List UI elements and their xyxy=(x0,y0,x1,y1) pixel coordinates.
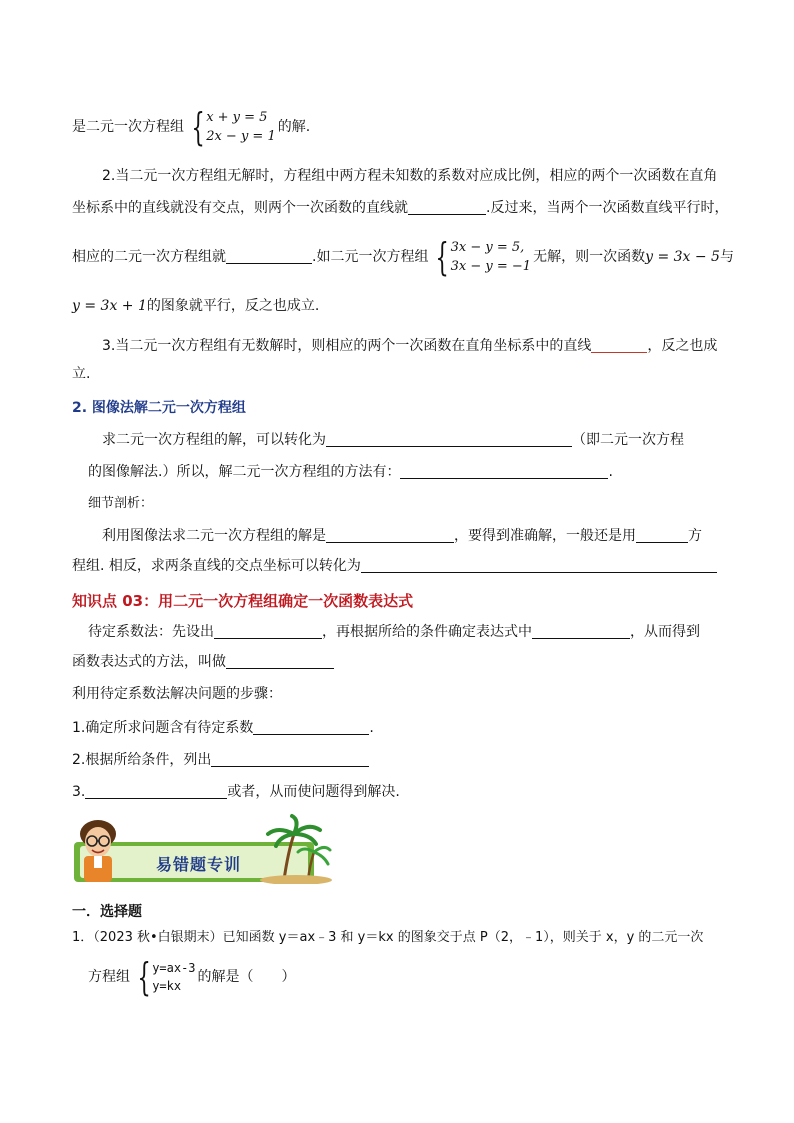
brace-icon: { xyxy=(137,955,151,999)
text: . xyxy=(369,720,374,736)
text: 的图象就平行，反之也成立. xyxy=(146,298,320,314)
text: 利用图像法求二元一次方程组的解是 xyxy=(102,528,326,544)
section-title: 2. 图像法解二元一次方程组 xyxy=(72,400,246,416)
fill-blank[interactable] xyxy=(226,247,312,264)
equation: y=kx xyxy=(152,979,182,993)
fill-blank[interactable] xyxy=(85,782,227,799)
question-1-line-1: 1．（2023 秋•白银期末）已知函数 y＝ax﹣3 和 y＝kx 的图象交于点 P（2，﹣1），则关于 x，y 的二元一次 xyxy=(72,930,704,945)
paragraph-3-line-2: 立. xyxy=(72,366,91,382)
text: 2.根据所给条件，列出 xyxy=(72,752,212,768)
detail-label: 细节剖析： xyxy=(88,496,154,511)
fill-blank[interactable] xyxy=(636,526,688,543)
kp3-step-3 xyxy=(72,782,400,802)
text: 函数表达式的方法，叫做 xyxy=(72,654,226,670)
text: 相应的二元一次方程组就 xyxy=(72,249,226,265)
kp3-line-3: 利用待定系数法解决问题的步骤： xyxy=(72,686,282,702)
section-2-line-4 xyxy=(72,556,717,576)
paragraph-2-line-4 xyxy=(72,296,319,316)
paragraph-1 xyxy=(72,105,311,149)
brace-icon: { xyxy=(191,105,205,149)
text: ，从而得到 xyxy=(630,624,700,640)
fill-blank[interactable] xyxy=(408,198,486,215)
fill-blank[interactable] xyxy=(326,526,454,543)
section-2-line-3 xyxy=(102,526,702,546)
text: 是二元一次方程组 xyxy=(72,119,184,135)
fill-blank[interactable] xyxy=(253,718,369,735)
paragraph-2-line-1: 2.当二元一次方程组无解时，方程组中两方程未知数的系数对应成比例，相应的两个一次函数在直角 xyxy=(102,168,718,184)
section-2-line-1 xyxy=(102,430,684,450)
text: 求二元一次方程组的解，可以转化为 xyxy=(102,432,326,448)
paragraph-3-line-1 xyxy=(102,336,717,356)
text: 方程组 xyxy=(88,969,130,985)
equation-system-1 xyxy=(186,105,276,149)
paragraph-2-line-2 xyxy=(72,198,728,218)
text: ，要得到准确解，一般还是用 xyxy=(454,528,636,544)
equation: y=ax-3 xyxy=(152,961,196,975)
equation: 2x − y = 1 xyxy=(206,129,276,144)
fill-blank[interactable] xyxy=(211,750,369,767)
text: 待定系数法：先设出 xyxy=(88,624,214,640)
equation-system-3 xyxy=(132,955,196,999)
text: 3.当二元一次方程组有无数解时，则相应的两个一次函数在直角坐标系中的直线 xyxy=(102,338,592,354)
function-formula: y = 3x − 5 xyxy=(645,249,720,265)
kp3-step-2 xyxy=(72,750,369,770)
knowledge-point-title: 知识点 03：用二元一次方程组确定一次函数表达式 xyxy=(72,592,414,610)
fill-blank[interactable] xyxy=(226,652,334,669)
text: （即二元一次方程 xyxy=(572,432,684,448)
equation-system-2 xyxy=(430,235,532,279)
kp3-line-1 xyxy=(88,622,700,642)
text: 的解. xyxy=(277,119,311,135)
fill-blank[interactable] xyxy=(214,622,322,639)
text: 3. xyxy=(72,784,86,800)
brace-icon: { xyxy=(435,235,450,279)
paragraph-2-line-3 xyxy=(72,235,734,279)
section-2-line-2 xyxy=(88,462,613,482)
text: 程组. 相反，求两条直线的交点坐标可以转化为 xyxy=(72,558,361,574)
text: . xyxy=(608,464,613,480)
fill-blank[interactable] xyxy=(326,430,572,447)
text: 1.确定所求问题含有待定系数 xyxy=(72,720,254,736)
error-prone-banner xyxy=(72,812,334,884)
text: 坐标系中的直线就没有交点，则两个一次函数的直线就 xyxy=(72,200,408,216)
fill-blank[interactable] xyxy=(532,622,630,639)
part-title: 一．选择题 xyxy=(72,904,142,920)
fill-blank[interactable] xyxy=(361,556,717,573)
text: ，反之也成 xyxy=(647,338,718,354)
equation: 3x − y = −1 xyxy=(450,259,532,274)
equation: 3x − y = 5, xyxy=(450,240,525,255)
question-1-line-2 xyxy=(88,955,296,999)
text: 的图像解法.）所以，解二元一次方程组的方法有： xyxy=(88,464,401,480)
text: 与 xyxy=(719,249,734,265)
kp3-line-2 xyxy=(72,652,334,672)
fill-blank[interactable] xyxy=(400,462,608,479)
text: .反过来，当两个一次函数直线平行时， xyxy=(486,200,729,216)
text: 无解，则一次函数 xyxy=(533,249,646,265)
text: 方 xyxy=(688,528,702,544)
text: 的解是（ ） xyxy=(197,969,296,985)
function-formula: y = 3x + 1 xyxy=(72,298,147,314)
text: .如二元一次方程组 xyxy=(312,249,429,265)
fill-blank[interactable] xyxy=(591,336,647,353)
banner-label: 易错题专训 xyxy=(156,855,242,874)
kp3-step-1 xyxy=(72,718,374,738)
text: ，再根据所给的条件确定表达式中 xyxy=(322,624,532,640)
text: 或者，从而使问题得到解决. xyxy=(227,784,400,800)
equation: x + y = 5 xyxy=(206,110,268,125)
